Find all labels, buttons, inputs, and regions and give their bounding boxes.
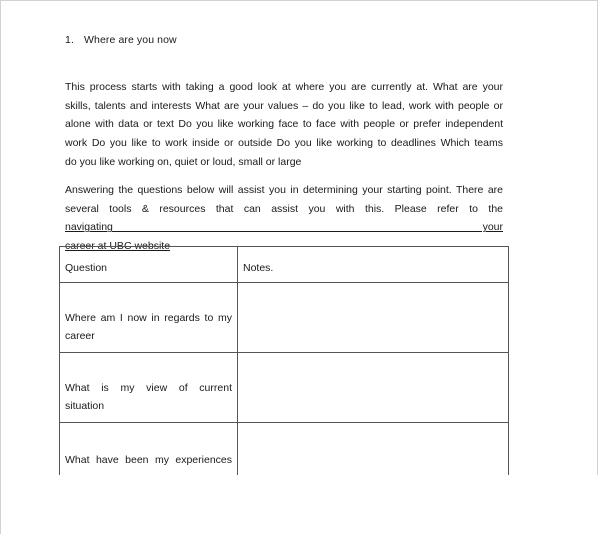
assist-line-text: several tools & resources that can assist you with this. Please refer to the: [65, 202, 503, 215]
table-header-row: [60, 247, 509, 283]
question-line: situation: [65, 400, 105, 412]
intro-line: This process starts with taking a good look at where you are currently at. What are your: [65, 81, 503, 93]
assist-line-with-link: [65, 200, 503, 237]
question-line: career: [65, 330, 95, 342]
header-notes: Notes.: [238, 247, 509, 283]
question-line: What is my view of current: [65, 382, 232, 394]
assist-paragraph: [65, 181, 503, 256]
table-row: [60, 283, 509, 353]
section-heading: [65, 34, 177, 46]
section-title: Where are you now: [84, 34, 177, 46]
intro-line: alone with data or text Do you like working face to face with people or prefer independent: [65, 118, 503, 131]
header-question: Question: [60, 247, 238, 283]
question-line: Where am I now in regards to my: [65, 312, 232, 324]
table-row: [60, 353, 509, 423]
navigating-career-link-part2[interactable]: career at UBC website: [65, 240, 171, 253]
intro-line: do you like working on, quiet or loud, small or large: [65, 155, 302, 168]
intro-line: work Do you like to work inside or outside Do you like working to deadlines Which teams: [65, 137, 503, 150]
question-line: What have been my experiences: [65, 454, 232, 466]
question-cell: [60, 353, 238, 423]
assist-line: Answering the questions below will assist you in determining your starting point. There are: [65, 184, 503, 196]
intro-line: skills, talents and interests What are your values – do you like to lead, work with people or: [65, 99, 503, 112]
notes-cell[interactable]: [238, 283, 509, 353]
questions-table: [59, 246, 509, 491]
question-cell: [60, 283, 238, 353]
navigating-career-link-part1[interactable]: navigating your: [65, 221, 503, 234]
page-cutoff: [1, 475, 599, 535]
intro-paragraph: [65, 78, 503, 172]
notes-cell[interactable]: [238, 353, 509, 423]
section-number: 1.: [65, 34, 74, 46]
